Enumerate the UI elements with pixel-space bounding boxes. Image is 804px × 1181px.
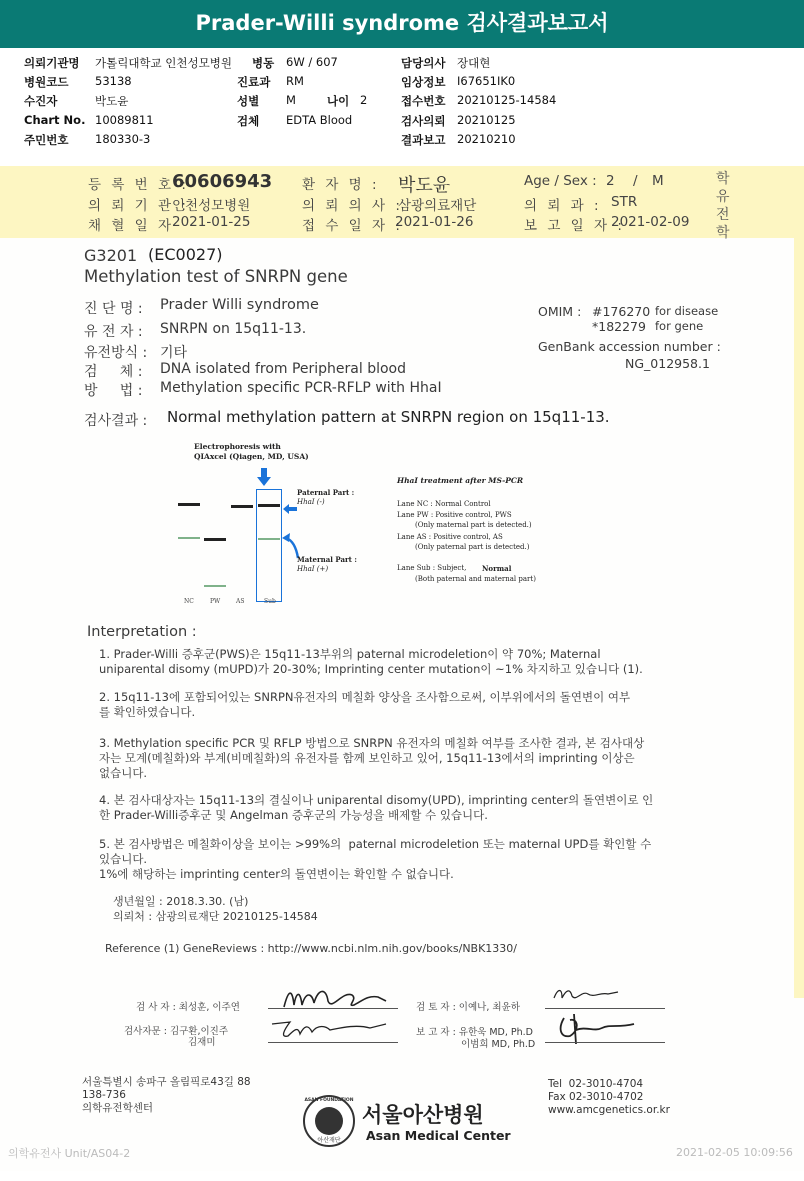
- reporter-label-2: 이범희 MD, Ph.D: [461, 1039, 536, 1050]
- band-sub-maternal: [258, 538, 280, 540]
- report-title: Prader-Willi syndrome 검사결과보고서: [0, 0, 804, 48]
- figure-title-2: QIAxcel (Qiagen, MD, USA): [194, 452, 309, 461]
- specimen-label: 검체: [237, 114, 260, 128]
- age-value: 2: [360, 93, 368, 107]
- band-pw-maternal: [204, 538, 226, 541]
- inst-label: 의 뢰 기 관 :: [88, 198, 189, 214]
- maternal-sub: HhaI (+): [297, 565, 329, 573]
- reqdoc-value: 삼광의료재단: [398, 198, 477, 214]
- interpretation-p3: 3. Methylation specific PCR 및 RFLP 방법으로 SNRPN 유전자의 메칠화 여부를 조사한 결과, 본 검사대상 자는 모계(메칠화)와 부계(비메칠화)의 유전자를 함께 보인하고 있어, 15q11-13에서의 imprinting 이상은 없습니다.: [99, 736, 645, 780]
- header-patient-value: 박도윤: [398, 175, 451, 196]
- side-char-1: 학: [716, 171, 730, 187]
- sex-value: M: [286, 93, 296, 107]
- ssn-label: 주민번호: [24, 133, 69, 147]
- supervisor-signature: [270, 1016, 390, 1042]
- legend-pw: Lane PW : Positive control, PWS: [397, 511, 512, 519]
- logo-korean: 서울아산병원: [362, 1103, 484, 1127]
- receipt-value: 20210125-14584: [457, 93, 557, 107]
- down-arrow-icon: [256, 468, 272, 490]
- request-label: 검사의뢰: [401, 114, 446, 128]
- age-label: 나이: [327, 94, 350, 108]
- result-value: Normal methylation pattern at SNRPN region on 15q11-13.: [167, 408, 610, 426]
- patient-info-block: [0, 48, 804, 166]
- reference: Reference (1) GeneReviews : http://www.ncbi.nlm.nih.gov/books/NBK1330/: [105, 942, 518, 955]
- watermark-left: 의학유전사 Unit/AS04-2: [8, 1147, 131, 1160]
- legend-nc: Lane NC : Normal Control: [397, 500, 491, 508]
- side-char-2: 유: [716, 189, 730, 205]
- interpretation-p2: 2. 15q11-13에 포함되어있는 SNRPN유전자의 메칠화 양상을 조사함으로써, 이부위에서의 돌연변이 여부 를 확인하였습니다.: [99, 690, 631, 719]
- sex-label: 성별: [237, 94, 260, 108]
- chart-label: Chart No.: [24, 113, 86, 127]
- maternal-label: Maternal Part :: [297, 555, 357, 564]
- footer-phone: Tel 02-3010-4704 Fax 02-3010-4702 www.amcgenetics.or.kr: [548, 1078, 670, 1116]
- legend-pw-sub: (Only maternal part is detected.): [415, 521, 532, 529]
- dept-label: 진료과: [237, 75, 271, 89]
- paternal-label: Paternal Part :: [297, 488, 355, 497]
- gene-label: 유 전 자 :: [84, 324, 143, 340]
- lane-sub: Sub: [264, 598, 276, 605]
- seal-bottom-text: 아산재단: [317, 1137, 341, 1144]
- hospital-label: 의뢰기관명: [24, 56, 80, 70]
- reviewer-label: 검 토 자 : 이예나, 최윤하: [416, 1002, 520, 1013]
- recv-value: 2021-01-26: [395, 214, 474, 230]
- left-arrow-icon: [283, 499, 297, 518]
- header-patient-label: 환 자 명 :: [302, 177, 380, 193]
- supervisor-line: [268, 1042, 398, 1043]
- band-sub-paternal: [258, 504, 280, 507]
- scanned-report: 등 록 번 호 : 60606943 환 자 명 : 박도윤 Age / Sex : 2 / M 의 뢰 기 관 : 인천성모병원 의 뢰 의 사 : 삼광의료재단 의 뢰 과 : STR 채 혈 일 자 2021-01-25 접 수 일 자 : 2021-01-26 보 고 일 자 : 2021-02-09 학 유 전 학 G3201 (EC0027) Methylation test of SNRPN gene 진 단 명 : Prader Willi syndrome 유 전 자 : SNRPN on 15q11-13. 유전방식 : 기타 검 체 : DNA isolated from Peripheral blood 방 법 : Methylation specific PCR-RFLP with HhaI OMIM : #176270 for disease *182279 for gene GenBank accession number : NG_012958.1 검사결과 : Normal methylation pattern at SNRPN region on 15q11-13. Electrophoresis with QIAxcel (Qiagen, MD, USA) NC PW AS Sub Paternal Part : HhaI (-) Maternal Part : HhaI (+) HhaI treatment after MS-PCR Lane NC : Normal Control Lane PW : Positive control, PWS (Only maternal part is detected.) Lane AS : Positive control, AS (Only paternal part is detected.) Lane Sub : Subject, Normal (Both paternal and maternal part) Interpretation : 1. Prader-Willi 증후군(PWS)은 15q11-13부위의 paternal microdeletion이 약 70%; Maternal uniparental disomy (mUPD)가 20-30%; Imprinting center mutation이 ~1% 차지하고 있습니다 (1). 2. 15q11-13에 포함되어있는 SNRPN유전자의 메칠화 양상을 조사함으로써, 이부위에서의 돌연변이 여부 를 확인하였습니다. 3. Methylation specific PCR 및 RFLP 방법으로 SNRPN 유전자의 메칠화 여부를 조사한 결과, 본 검사대상 자는 모계(메칠화)와 부계(비메칠화)의 유전자를 함께 보인하고 있어, 15q11-13에서의 imprinting 이상은 없습니다. 4. 본 검사대상자는 15q11-13의 결실이나 uniparental disomy(UPD), imprinting center의 돌연변이로 인 한 Prader-Willi증후군 및 Angelman 증후군의 가능성을 배제할 수 있습니다. 5. 본 검사방법은 메칠화이상을 보이는 >99%의 paternal microdeletion 또는 maternal UPD를 확인할 수 있습니다. 1%에 해당하는 imprinting center의 돌연변이는 확인할 수 없습니다. 생년월일 : 2018.3.30. (남) 의뢰처 : 삼광의료재단 20210125-14584 Reference (1) GeneReviews : http://www.ncbi.nlm.nih.gov/books/NBK1330/ 검 사 자 : 최성훈, 이주연 검 토 자 : 이예나, 최윤하 검사자문 : 김구환,이진주 김재미 보 고 자 : 유한욱 MD, Ph.D 이범희 MD, Ph.D 서울특별시 송파구 올림픽로43길 88 138-736 의학유전학센터 Tel 02-3010-4704 Fax 02-3010-4702 www.amcgenetics.or.kr ASAN FOUNDATION 아산재단 서울아산병원 Asan Medical Center 의학유전사 Unit/AS04-2 2021-02-05 10:09:56: [0, 166, 804, 1171]
- reporter-line: [545, 1042, 665, 1043]
- reviewer-signature: [552, 984, 622, 1006]
- asan-foundation-seal: [303, 1095, 355, 1147]
- doctor-value: 장대현: [457, 56, 491, 70]
- band-nc-paternal: [178, 503, 200, 506]
- ward-value: 6W / 607: [286, 55, 338, 69]
- draw-value: 2021-01-25: [172, 214, 251, 230]
- omim-gene: *182279: [592, 319, 646, 334]
- dept-value: RM: [286, 74, 304, 88]
- legend-sub-sub: (Both paternal and maternal part): [415, 575, 536, 583]
- report-header-value: 2021-02-09: [611, 214, 690, 230]
- chart-value: 10089811: [95, 113, 154, 127]
- legend-as-sub: (Only paternal part is detected.): [415, 543, 530, 551]
- side-char-4: 학: [716, 225, 730, 241]
- diag-value: Prader Willi syndrome: [160, 297, 319, 313]
- supervisor-label: 검사자문 : 김구환,이진주: [124, 1026, 229, 1037]
- receipt-label: 접수번호: [401, 94, 446, 108]
- method-label: 방 법 :: [84, 383, 143, 399]
- interpretation-p1: 1. Prader-Willi 증후군(PWS)은 15q11-13부위의 paternal microdeletion이 약 70%; Maternal uniparental disomy (mUPD)가 20-30%; Imprinting center mutation이 ~1% 차지하고 있습니다 (1).: [99, 647, 643, 676]
- reviewer-line: [545, 1008, 665, 1009]
- request-value: 20210125: [457, 113, 516, 127]
- specimen-test-value: DNA isolated from Peripheral blood: [160, 361, 407, 377]
- reqdoc-label: 의 뢰 의 사 :: [302, 198, 403, 214]
- right-margin-strip: [794, 238, 804, 998]
- recv-label: 접 수 일 자 :: [302, 218, 403, 234]
- inst-value: 인천성모병원: [172, 198, 251, 214]
- omim-label: OMIM :: [538, 304, 582, 319]
- legend-as: Lane AS : Positive control, AS: [397, 533, 503, 541]
- footer-address: 서울특별시 송파구 올림픽로43길 88 138-736 의학유전학센터: [82, 1076, 251, 1114]
- agesex-label: Age / Sex :: [524, 173, 597, 189]
- specimen-test-label: 검 체 :: [84, 364, 143, 380]
- omim-disease: #176270: [592, 304, 651, 319]
- paternal-sub: HhaI (-): [297, 498, 325, 506]
- hospital-code-value: 53138: [95, 74, 132, 88]
- supervisor-label-2: 김재미: [188, 1037, 216, 1048]
- band-nc-maternal: [178, 537, 200, 539]
- electrophoresis-figure: [176, 440, 596, 615]
- report-header-label: 보 고 일 자 :: [524, 218, 625, 234]
- age-value-header: 2: [606, 173, 615, 189]
- clinical-value: I67651IK0: [457, 74, 516, 88]
- report-date-label: 결과보고: [401, 133, 446, 147]
- dept-header-label: 의 뢰 과 :: [524, 198, 602, 214]
- interpretation-title: Interpretation :: [87, 624, 197, 640]
- lane-as: AS: [236, 598, 245, 605]
- hospital-value: 가톨릭대학교 인천성모병원: [95, 56, 232, 70]
- doctor-label: 담당의사: [401, 56, 446, 70]
- reg-label: 등 록 번 호 :: [88, 177, 189, 193]
- side-char-3: 전: [716, 207, 730, 223]
- interpretation-p4: 4. 본 검사대상자는 15q11-13의 결실이나 uniparental disomy(UPD), imprinting center의 돌연변이로 인 한 Prader-Willi증후군 및 Angelman 증후군의 가능성을 배제할 수 있습니다.: [99, 793, 654, 822]
- hospital-code-label: 병원코드: [24, 75, 69, 89]
- genbank-label: GenBank accession number :: [538, 339, 721, 354]
- inherit-label: 유전방식 :: [84, 345, 148, 361]
- test-name: Methylation test of SNRPN gene: [84, 267, 348, 286]
- lane-pw: PW: [210, 598, 221, 605]
- birth-date: 생년월일 : 2018.3.30. (남): [113, 895, 249, 908]
- legend-title: HhaI treatment after MS-PCR: [397, 476, 524, 485]
- patient-label: 수진자: [24, 94, 58, 108]
- dept-header-value: STR: [611, 194, 638, 210]
- band-pw-lower: [204, 585, 226, 587]
- test-ec: (EC0027): [148, 245, 223, 264]
- method-value: Methylation specific PCR-RFLP with HhaI: [160, 380, 442, 396]
- lane-nc: NC: [184, 598, 194, 605]
- reporter-signature: [556, 1012, 646, 1046]
- seal-top-text: ASAN FOUNDATION: [304, 1098, 354, 1103]
- sex-value-header: M: [652, 173, 664, 189]
- logo-english: Asan Medical Center: [366, 1128, 511, 1143]
- genbank-value: NG_012958.1: [625, 356, 710, 371]
- gene-value: SNRPN on 15q11-13.: [160, 321, 307, 337]
- inherit-value: 기타: [160, 345, 188, 361]
- report-date-value: 20210210: [457, 132, 516, 146]
- figure-title-1: Electrophoresis with: [194, 442, 281, 451]
- test-code: G3201: [84, 246, 138, 265]
- interpretation-p5: 5. 본 검사방법은 메칠화이상을 보이는 >99%의 paternal microdeletion 또는 maternal UPD를 확인할 수 있습니다. 1%에 해당하는 imprinting center의 돌연변이는 확인할 수 없습니다.: [99, 837, 652, 881]
- watermark-right: 2021-02-05 10:09:56: [676, 1146, 793, 1159]
- reg-value: 60606943: [172, 171, 273, 192]
- band-as-paternal: [231, 505, 253, 508]
- tester-line: [268, 1008, 398, 1009]
- legend-sub-prefix: Lane Sub : Subject,: [397, 564, 467, 572]
- draw-label: 채 혈 일 자: [88, 218, 175, 234]
- result-label: 검사결과 :: [84, 413, 148, 429]
- legend-sub-bold: Normal: [482, 564, 512, 573]
- tester-label: 검 사 자 : 최성훈, 이주연: [136, 1002, 240, 1013]
- requester-info: 의뢰처 : 삼광의료재단 20210125-14584: [113, 910, 318, 923]
- omim-gene-desc: for gene: [655, 319, 704, 333]
- ssn-value: 180330-3: [95, 132, 151, 146]
- specimen-value: EDTA Blood: [286, 113, 353, 127]
- reporter-label: 보 고 자 : 유한욱 MD, Ph.D: [416, 1027, 533, 1038]
- diag-label: 진 단 명 :: [84, 301, 143, 317]
- omim-disease-desc: for disease: [655, 304, 719, 318]
- patient-value: 박도윤: [95, 94, 129, 108]
- clinical-label: 임상정보: [401, 75, 446, 89]
- ward-label: 병동: [252, 56, 275, 70]
